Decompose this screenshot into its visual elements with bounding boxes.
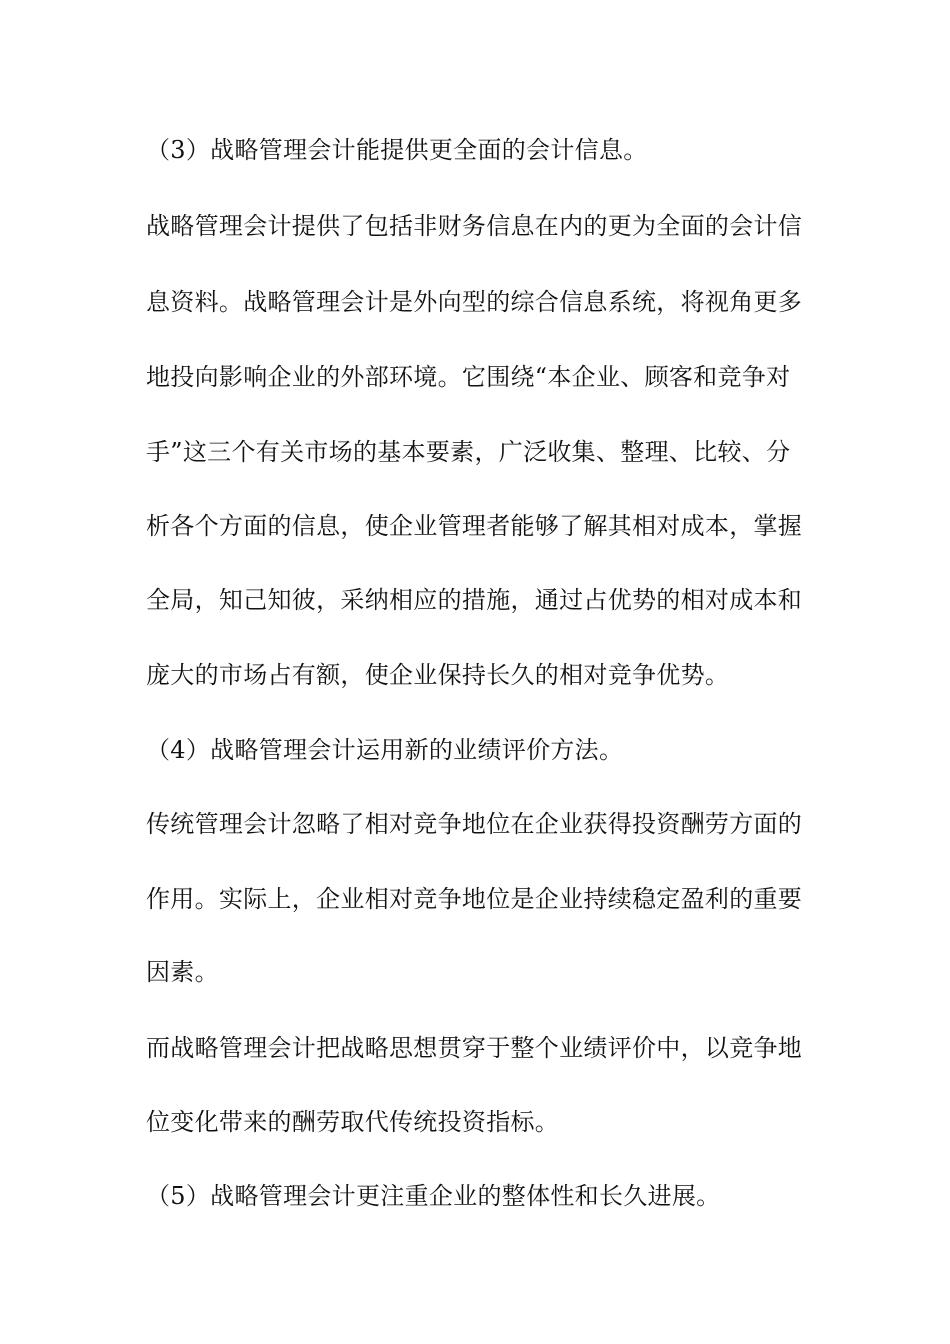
paragraph-line: 庞大的市场占有额，使企业保持长久的相对竞争优势。 — [146, 661, 730, 689]
paragraph-line: 作用。实际上，企业相对竞争地位是企业持续稳定盈利的重要 — [146, 885, 803, 913]
section-heading-3: （3）战略管理会计能提供更全面的会计信息。 — [146, 136, 648, 164]
paragraph-line: 息资料。战略管理会计是外向型的综合信息系统，将视角更多 — [146, 288, 803, 316]
paragraph-line: 全局，知己知彼，采纳相应的措施，通过占优势的相对成本和 — [146, 586, 803, 614]
paragraph-line: 而战略管理会计把战略思想贯穿于整个业绩评价中，以竞争地 — [146, 1034, 803, 1062]
paragraph-line: 析各个方面的信息，使企业管理者能够了解其相对成本，掌握 — [146, 512, 803, 540]
section-heading-5: （5）战略管理会计更注重企业的整体性和长久进展。 — [146, 1182, 721, 1210]
paragraph-line: 战略管理会计提供了包括非财务信息在内的更为全面的会计信 — [146, 212, 803, 240]
paragraph-line: 地投向影响企业的外部环境。它围绕“本企业、顾客和竞争对 — [146, 363, 791, 391]
section-heading-4: （4）战略管理会计运用新的业绩评价方法。 — [146, 736, 624, 764]
paragraph-line: 传统管理会计忽略了相对竞争地位在企业获得投资酬劳方面的 — [146, 810, 803, 838]
paragraph-line: 手”这三个有关市场的基本要素，广泛收集、整理、比较、分 — [146, 438, 791, 466]
paragraph-line: 因素。 — [146, 958, 219, 986]
paragraph-line: 位变化带来的酬劳取代传统投资指标。 — [146, 1108, 560, 1136]
